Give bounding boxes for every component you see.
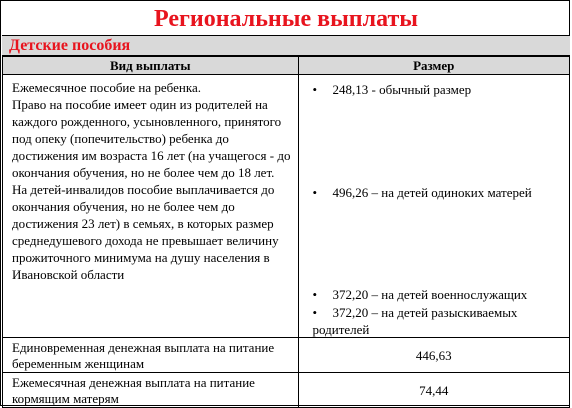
table-header-row: [3, 57, 570, 75]
amount-text: 372,20 – на детей разыскиваемых родителей: [312, 305, 518, 337]
amount-list-item: [313, 184, 532, 201]
page-title: Региональные выплаты: [153, 6, 419, 32]
bullet-icon: •: [312, 305, 318, 320]
table-row: [3, 75, 570, 338]
amount-list-item: [313, 304, 563, 338]
bullet-icon: •: [312, 185, 318, 200]
amount-text: 496,26 – на детей одиноких матерей: [332, 185, 532, 200]
section-header: [2, 35, 570, 56]
amount-text: 372,20 – на детей военнослужащих: [332, 287, 528, 302]
table-row: [3, 338, 570, 373]
payment-description-line: Ежемесячное пособие на ребенка.: [12, 80, 201, 95]
payment-description-cell: [3, 338, 299, 373]
payment-amount-cell: 446,63: [298, 338, 569, 373]
payments-table: [2, 56, 570, 408]
payment-description: Ежемесячная денежная выплата на питание кормящим матерям: [12, 375, 255, 406]
payment-description-line: На детей-инвалидов пособие выплачивается до окончания обучения, но не более чем до достижения 23 лет) в семьях, в которых размер среднедушевого дохода не превышает величину прожиточного минимума на душу населения в Ивановской области: [12, 182, 279, 282]
payment-description-cell: [3, 75, 299, 338]
bullet-icon: •: [312, 82, 318, 97]
payment-description-line: Право на пособие имеет один из родителей на каждого рожденного, усыновленного, принятого под опеку (попечительство) ребенка до достижения им возраста 16 лет (на учащегося - до окончания обучения, но не более чем до 18 лет.: [12, 97, 291, 180]
table-row: [3, 373, 570, 408]
section-title: Детские пособия: [9, 37, 131, 54]
payment-description: Единовременная денежная выплата на питание беременным женщинам: [12, 340, 275, 371]
column-header-type: Вид выплаты: [3, 57, 299, 75]
payment-amount-cell: [298, 75, 569, 338]
payment-amount-cell: 74,44: [298, 373, 569, 408]
amount-text: 248,13 - обычный размер: [332, 82, 472, 97]
amount-list-item: [313, 286, 528, 303]
bullet-icon: •: [312, 287, 318, 302]
payment-description-cell: [3, 373, 299, 408]
amount-list-item: [313, 81, 472, 98]
column-header-amount: Размер: [298, 57, 569, 75]
